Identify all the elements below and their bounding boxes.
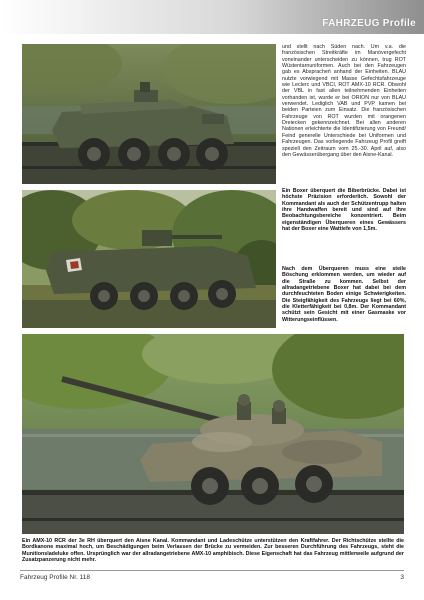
- amx10-crossing-image: [22, 334, 404, 534]
- page-number: 3: [400, 574, 404, 581]
- photo-boxer-in-forest: [22, 190, 276, 328]
- photo-amx10-crossing: [22, 334, 404, 534]
- footer-publication: Fahrzeug Profile Nr. 118: [20, 574, 90, 581]
- caption-boxer-bridge: Ein Boxer überquert die Biberbrücke. Dabei ist höchste Präzision erforderlich. Sowohl der Kommandant als auch der Schützentrupp halten ihre Handwaffen bereit und sind auf ihre Beobachtungsbereiche konzentriert. Beim eigenständigen Überqueren eines Gewässers hat der Boxer eine Wattiefe von 1,5m.: [282, 188, 406, 233]
- caption-amx10: Ein AMX-10 RCR der 3e RH überquert den Aisne Kanal. Kommandant und Ladeschütze unterstützen den Kraftfahrer. Der Richtschütze stellte die Bordkanone maximal hoch, um Beschädigungen beim Verlassen der Brücke zu vermeiden. Zur besseren Durchführung des Fahrzeugs, steht die Munitionsladeluke offen. Ursprünglich war der allradangetriebene AMX-10 amphibisch. Diese Eigenschaft hat das Fahrzeug mittlerweile aufgrund der Zusatzpanzerung nicht mehr.: [22, 538, 404, 564]
- boxer-forest-image: [22, 190, 276, 328]
- photo-boxer-on-bridge: [22, 44, 276, 184]
- article-body-text: und stellt nach Süden nach. Um v.a. die französischen Streitkräfte im Manövergefecht voneinander unterscheiden zu können, trug ROT Wüstentarnuniformen. Auch bei den Fahrzeugen gab es Abspracheń anhand der Einheiten. BLAU nutzte vorwiegend mit Masse Gefechtsfahrzeuge wie Leclerc und VBCI, ROT AMX-10 RCR. Obwohl der VBL in fast allen teilnehmenden Einheiten vorhanden ist, wurde er bei ORION nur von BLAU verwendet. Lediglich VAB und PVP kamen bei beiden Parteien zum Einsatz. Die französischen Fahrzeuge von ROT wurden mit orangenen Dreiecken gekennzeichnet. Bei allen anderen Nationen erleichterte die Identifizierung von Freund/ Feind generelle Unterschiede bei Uniformen und Fahrzeugen. Das vorliegende Fahrzeug Profil greift speziell den Zeitraum vom 25.-30. April auf, also den Gewässerübergang über den Aisne-Kanal.: [282, 44, 406, 158]
- caption-boxer-climb: Nach dem Überqueren muss eine steile Böschung erklommen werden, um wieder auf die Straße zu kommen. Selbst der allradangetriebene Boxer hat dabei bei dem durchfeuchteten Boden einige Schwierigkeiten. Die Steigfähigkeit des Fahrzeugs liegt bei 60%, die Kletterfähigkeit bei 0,8m. Der Kommandant schützt sein Gesicht mit einer Gasmaske vor Witterungseinflüssen.: [282, 266, 406, 323]
- boxer-bridge-image: [22, 44, 276, 184]
- magazine-title: FAHRZEUG Profile: [322, 18, 416, 29]
- page-footer: [20, 570, 404, 582]
- page-header: [0, 0, 424, 34]
